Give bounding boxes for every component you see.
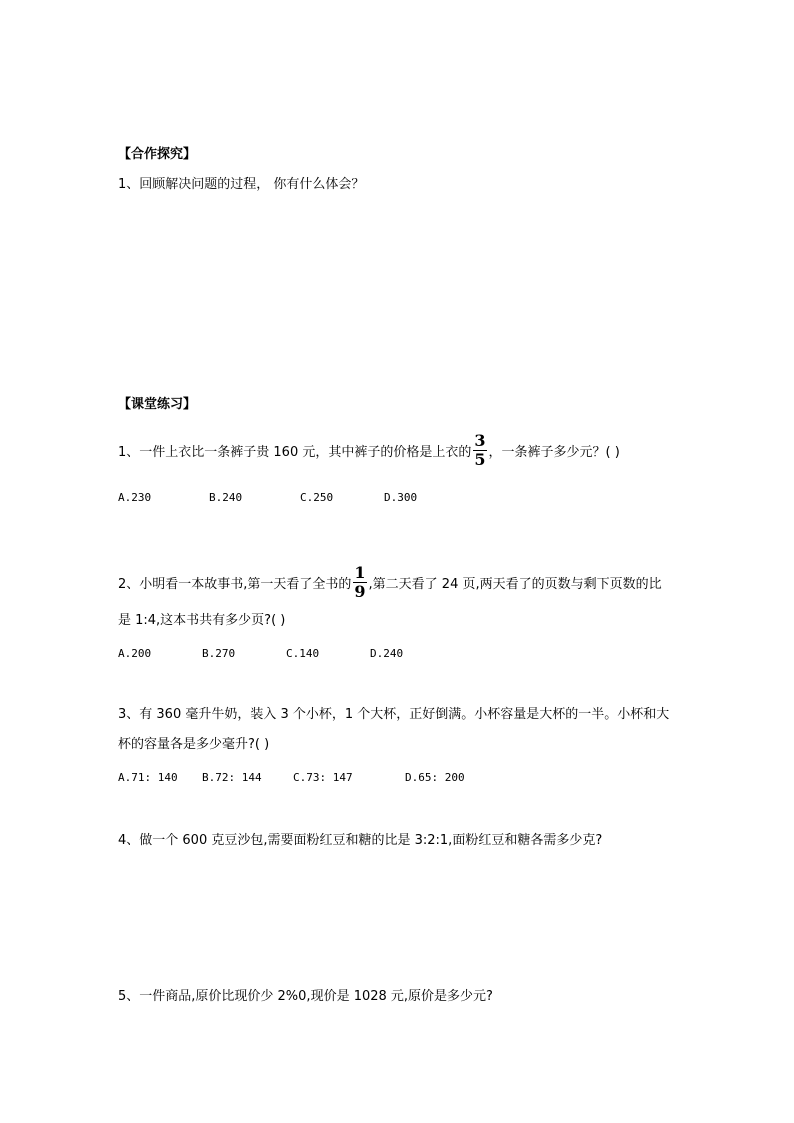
fraction-numerator: 1	[354, 563, 366, 582]
option-c: C.250	[300, 491, 334, 504]
exercise-question-3: 3、有 360 毫升牛奶，装入 3 个小杯，1 个大杯，正好倒满。小杯容量是大杯的一半。小杯和大	[118, 707, 670, 722]
fraction-denominator: 9	[354, 582, 366, 601]
question-2-text-b: ,第二天看了 24 页,两天看了的页数与剩下页数的比	[368, 577, 662, 592]
question-3-line-2: 杯的容量各是多少毫升?( )	[118, 737, 270, 752]
fraction-denominator: 5	[474, 450, 486, 469]
option-d: D.65: 200	[405, 771, 465, 784]
exercise-question-1	[118, 431, 620, 471]
option-c: C.140	[286, 647, 320, 660]
question-1-text-a: 1、一件上衣比一条裤子贵 160 元，其中裤子的价格是上衣的	[118, 445, 472, 460]
option-a: A.230	[118, 491, 152, 504]
option-d: D.240	[370, 647, 404, 660]
exercise-question-4: 4、做一个 600 克豆沙包,需要面粉红豆和糖的比是 3:2:1,面粉红豆和糖各需多少克?	[118, 833, 603, 848]
exercise-question-5: 5、一件商品,原价比现价少 2%0,现价是 1028 元,原价是多少元?	[118, 989, 493, 1004]
inquiry-question-1: 1、回顾解决问题的过程， 你有什么体会？	[118, 177, 365, 192]
exercise-question-2	[118, 563, 662, 603]
option-b: B.72: 144	[202, 771, 262, 784]
fraction-1-9	[353, 564, 366, 601]
option-a: A.200	[118, 647, 152, 660]
question-2-text-a: 2、小明看一本故事书,第一天看了全书的	[118, 577, 352, 592]
question-1-text-b: ，一条裤子多少元？( )	[488, 445, 620, 460]
option-a: A.71: 140	[118, 771, 178, 784]
option-b: B.270	[202, 647, 236, 660]
fraction-3-5	[473, 432, 486, 469]
option-b: B.240	[209, 491, 243, 504]
question-2-line-2: 是 1:4,这本书共有多少页?( )	[118, 613, 286, 628]
fraction-numerator: 3	[474, 431, 486, 450]
section-heading-class-exercise: 【课堂练习】	[118, 397, 197, 412]
option-d: D.300	[384, 491, 418, 504]
option-c: C.73: 147	[293, 771, 353, 784]
section-heading-cooperative-inquiry: 【合作探究】	[118, 147, 197, 162]
